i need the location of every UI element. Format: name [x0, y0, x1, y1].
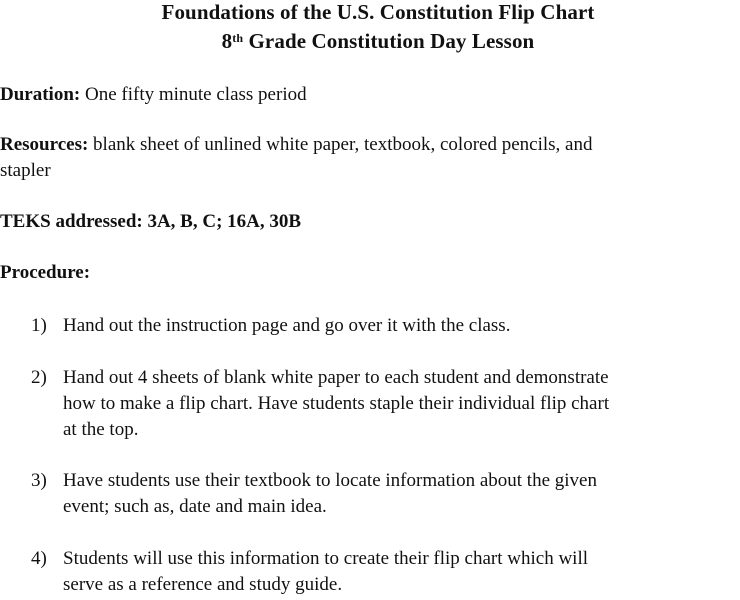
procedure-item-3-number: 3) — [31, 470, 47, 491]
duration-line — [0, 82, 307, 108]
document-subtitle — [0, 29, 740, 54]
teks-addressed: TEKS addressed: 3A, B, C; 16A, 30B — [0, 211, 302, 232]
subtitle-rest: Grade Constitution Day Lesson — [243, 29, 535, 53]
procedure-item-2-line-1: Hand out 4 sheets of blank white paper to each student and demonstrate — [63, 367, 609, 388]
procedure-item-4-number: 4) — [31, 548, 47, 569]
procedure-item-1-number: 1) — [31, 315, 47, 336]
document-title: Foundations of the U.S. Constitution Flip Chart — [161, 0, 595, 24]
procedure-item-4-line-2: serve as a reference and study guide. — [63, 574, 343, 595]
grade-superscript: th — [232, 31, 244, 45]
procedure-heading: Procedure: — [0, 262, 91, 283]
resources-line-continued: stapler — [0, 160, 51, 181]
procedure-item-4-line-1: Students will use this information to create their flip chart which will — [63, 548, 589, 569]
resources-label: Resources: — [0, 134, 89, 155]
resources-line — [0, 132, 592, 158]
grade-number: 8 — [221, 29, 233, 53]
procedure-item-2-line-2: how to make a flip chart. Have students staple their individual flip chart — [63, 393, 610, 414]
procedure-item-3-line-1: Have students use their textbook to locate information about the given — [63, 470, 597, 491]
procedure-item-2 — [63, 365, 740, 443]
resources-value: blank sheet of unlined white paper, textbook, colored pencils, and — [88, 134, 593, 155]
procedure-item-1 — [63, 313, 740, 339]
procedure-item-3-line-2: event; such as, date and main idea. — [63, 496, 327, 517]
procedure-item-1-line-1: Hand out the instruction page and go over it with the class. — [63, 315, 511, 336]
duration-value: One fifty minute class period — [80, 84, 307, 105]
procedure-item-2-number: 2) — [31, 367, 47, 388]
duration-label: Duration: — [0, 84, 81, 105]
procedure-item-3 — [63, 468, 740, 520]
procedure-item-2-line-3: at the top. — [63, 419, 139, 440]
procedure-item-4 — [63, 546, 740, 598]
